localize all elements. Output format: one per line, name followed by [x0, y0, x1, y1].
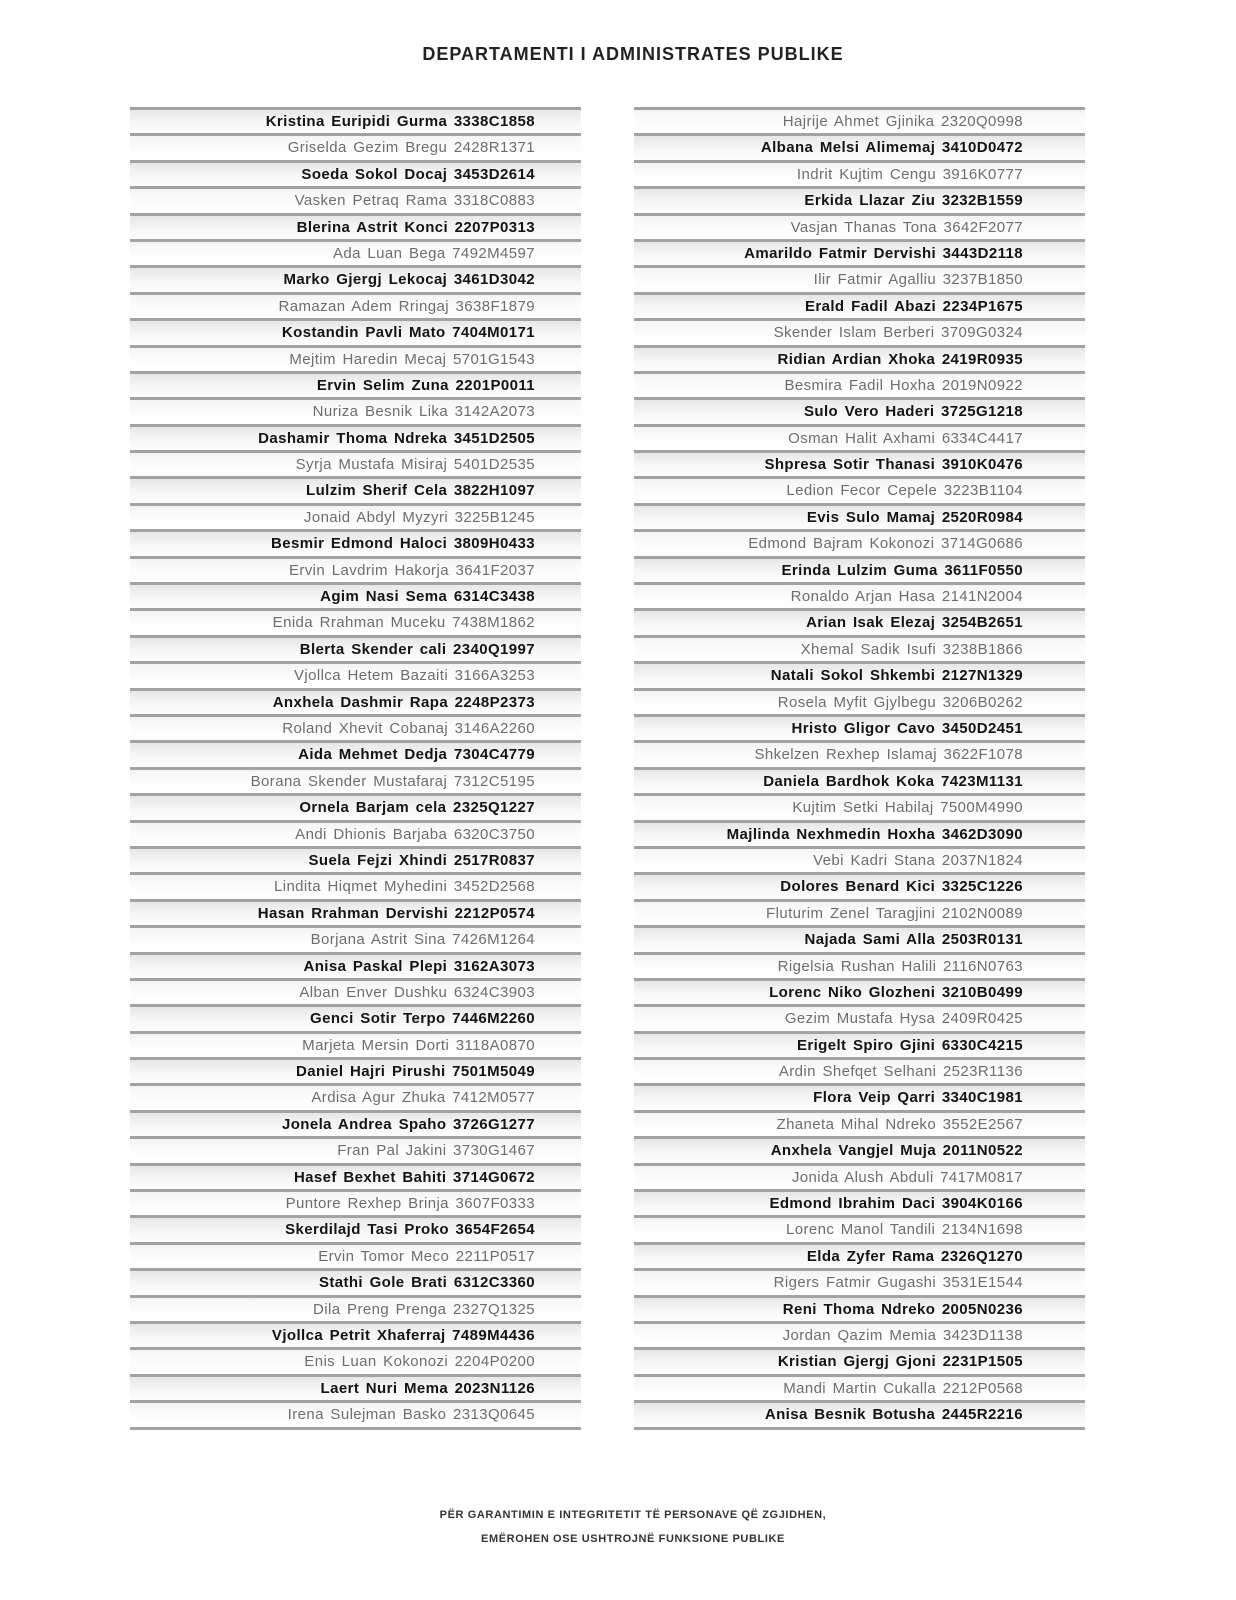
list-item: Alban Enver Dushku 6324C3903 — [130, 978, 581, 1004]
name-list-right-column — [634, 107, 1085, 1430]
list-item: Fran Pal Jakini 3730G1467 — [130, 1136, 581, 1162]
list-item: Besmira Fadil Hoxha 2019N0922 — [634, 371, 1085, 397]
list-item: Ronaldo Arjan Hasa 2141N2004 — [634, 582, 1085, 608]
list-item: Lorenc Manol Tandili 2134N1698 — [634, 1215, 1085, 1241]
page-title: DEPARTAMENTI I ADMINISTRATES PUBLIKE — [422, 44, 844, 64]
list-item: Blerina Astrit Konci 2207P0313 — [130, 213, 581, 239]
list-item: Anisa Besnik Botusha 2445R2216 — [634, 1400, 1085, 1429]
list-item: Aida Mehmet Dedja 7304C4779 — [130, 740, 581, 766]
list-item: Evis Sulo Mamaj 2520R0984 — [634, 503, 1085, 529]
list-item: Sulo Vero Haderi 3725G1218 — [634, 397, 1085, 423]
list-item: Anxhela Dashmir Rapa 2248P2373 — [130, 688, 581, 714]
list-item: Erigelt Spiro Gjini 6330C4215 — [634, 1031, 1085, 1057]
list-item: Ervin Selim Zuna 2201P0011 — [130, 371, 581, 397]
list-item: Kristina Euripidi Gurma 3338C1858 — [130, 107, 581, 133]
list-item: Hasan Rrahman Dervishi 2212P0574 — [130, 899, 581, 925]
list-item: Ramazan Adem Rringaj 3638F1879 — [130, 292, 581, 318]
list-item: Andi Dhionis Barjaba 6320C3750 — [130, 820, 581, 846]
list-item: Xhemal Sadik Isufi 3238B1866 — [634, 635, 1085, 661]
list-item: Jonaid Abdyl Myzyri 3225B1245 — [130, 503, 581, 529]
list-item: Dila Preng Prenga 2327Q1325 — [130, 1295, 581, 1321]
list-item: Mandi Martin Cukalla 2212P0568 — [634, 1374, 1085, 1400]
list-item: Dolores Benard Kici 3325C1226 — [634, 872, 1085, 898]
list-item: Ledion Fecor Cepele 3223B1104 — [634, 476, 1085, 502]
list-item: Ervin Tomor Meco 2211P0517 — [130, 1242, 581, 1268]
list-item: Enida Rrahman Muceku 7438M1862 — [130, 608, 581, 634]
list-item: Jonida Alush Abduli 7417M0817 — [634, 1163, 1085, 1189]
page-footer — [0, 1503, 1236, 1551]
list-item: Puntore Rexhep Brinja 3607F0333 — [130, 1189, 581, 1215]
list-item: Soeda Sokol Docaj 3453D2614 — [130, 160, 581, 186]
list-item: Griselda Gezim Bregu 2428R1371 — [130, 133, 581, 159]
list-item: Gezim Mustafa Hysa 2409R0425 — [634, 1004, 1085, 1030]
name-list-left-column — [130, 107, 581, 1430]
list-item: Rigelsia Rushan Halili 2116N0763 — [634, 952, 1085, 978]
list-item: Amarildo Fatmir Dervishi 3443D2118 — [634, 239, 1085, 265]
list-item: Erinda Lulzim Guma 3611F0550 — [634, 556, 1085, 582]
list-item: Blerta Skender cali 2340Q1997 — [130, 635, 581, 661]
list-item: Ridian Ardian Xhoka 2419R0935 — [634, 345, 1085, 371]
list-item: Anisa Paskal Plepi 3162A3073 — [130, 952, 581, 978]
list-item: Hristo Gligor Cavo 3450D2451 — [634, 714, 1085, 740]
list-item: Zhaneta Mihal Ndreko 3552E2567 — [634, 1110, 1085, 1136]
list-item: Arian Isak Elezaj 3254B2651 — [634, 608, 1085, 634]
list-item: Kujtim Setki Habilaj 7500M4990 — [634, 793, 1085, 819]
list-item: Daniel Hajri Pirushi 7501M5049 — [130, 1057, 581, 1083]
list-item: Nuriza Besnik Lika 3142A2073 — [130, 397, 581, 423]
list-item: Edmond Bajram Kokonozi 3714G0686 — [634, 529, 1085, 555]
list-item: Syrja Mustafa Misiraj 5401D2535 — [130, 450, 581, 476]
list-item: Marjeta Mersin Dorti 3118A0870 — [130, 1031, 581, 1057]
list-item: Vjollca Hetem Bazaiti 3166A3253 — [130, 661, 581, 687]
list-item: Shkelzen Rexhep Islamaj 3622F1078 — [634, 740, 1085, 766]
list-item: Vasken Petraq Rama 3318C0883 — [130, 186, 581, 212]
list-item: Erkida Llazar Ziu 3232B1559 — [634, 186, 1085, 212]
list-item: Shpresa Sotir Thanasi 3910K0476 — [634, 450, 1085, 476]
list-item: Edmond Ibrahim Daci 3904K0166 — [634, 1189, 1085, 1215]
list-item: Besmir Edmond Haloci 3809H0433 — [130, 529, 581, 555]
list-item: Genci Sotir Terpo 7446M2260 — [130, 1004, 581, 1030]
list-item: Borjana Astrit Sina 7426M1264 — [130, 925, 581, 951]
list-item: Vasjan Thanas Tona 3642F2077 — [634, 213, 1085, 239]
list-item: Flora Veip Qarri 3340C1981 — [634, 1083, 1085, 1109]
list-item: Dashamir Thoma Ndreka 3451D2505 — [130, 424, 581, 450]
list-item: Ornela Barjam cela 2325Q1227 — [130, 793, 581, 819]
list-item: Kristian Gjergj Gjoni 2231P1505 — [634, 1347, 1085, 1373]
list-item: Albana Melsi Alimemaj 3410D0472 — [634, 133, 1085, 159]
list-item: Fluturim Zenel Taragjini 2102N0089 — [634, 899, 1085, 925]
list-item: Skerdilajd Tasi Proko 3654F2654 — [130, 1215, 581, 1241]
list-item: Erald Fadil Abazi 2234P1675 — [634, 292, 1085, 318]
list-item: Mejtim Haredin Mecaj 5701G1543 — [130, 345, 581, 371]
list-item: Lindita Hiqmet Myhedini 3452D2568 — [130, 872, 581, 898]
list-item: Lulzim Sherif Cela 3822H1097 — [130, 476, 581, 502]
list-item: Elda Zyfer Rama 2326Q1270 — [634, 1242, 1085, 1268]
list-item: Laert Nuri Mema 2023N1126 — [130, 1374, 581, 1400]
list-item: Marko Gjergj Lekocaj 3461D3042 — [130, 265, 581, 291]
list-item: Borana Skender Mustafaraj 7312C5195 — [130, 767, 581, 793]
list-item: Rigers Fatmir Gugashi 3531E1544 — [634, 1268, 1085, 1294]
list-item: Skender Islam Berberi 3709G0324 — [634, 318, 1085, 344]
list-item: Daniela Bardhok Koka 7423M1131 — [634, 767, 1085, 793]
list-item: Suela Fejzi Xhindi 2517R0837 — [130, 846, 581, 872]
list-item: Jonela Andrea Spaho 3726G1277 — [130, 1110, 581, 1136]
footer-line-1: PËR GARANTIMIN E INTEGRITETIT TË PERSONAVE QË ZGJIDHEN, — [439, 1509, 827, 1521]
list-item: Vebi Kadri Stana 2037N1824 — [634, 846, 1085, 872]
list-item: Ilir Fatmir Agalliu 3237B1850 — [634, 265, 1085, 291]
list-item: Reni Thoma Ndreko 2005N0236 — [634, 1295, 1085, 1321]
list-item: Lorenc Niko Glozheni 3210B0499 — [634, 978, 1085, 1004]
list-item: Ervin Lavdrim Hakorja 3641F2037 — [130, 556, 581, 582]
name-list-columns — [130, 107, 1085, 1430]
list-item: Kostandin Pavli Mato 7404M0171 — [130, 318, 581, 344]
list-item: Majlinda Nexhmedin Hoxha 3462D3090 — [634, 820, 1085, 846]
list-item: Stathi Gole Brati 6312C3360 — [130, 1268, 581, 1294]
footer-line-2: EMËROHEN OSE USHTROJNË FUNKSIONE PUBLIKE — [481, 1533, 785, 1545]
list-item: Najada Sami Alla 2503R0131 — [634, 925, 1085, 951]
list-item: Vjollca Petrit Xhaferraj 7489M4436 — [130, 1321, 581, 1347]
list-item: Enis Luan Kokonozi 2204P0200 — [130, 1347, 581, 1373]
list-item: Irena Sulejman Basko 2313Q0645 — [130, 1400, 581, 1429]
list-item: Ardin Shefqet Selhani 2523R1136 — [634, 1057, 1085, 1083]
list-item: Indrit Kujtim Cengu 3916K0777 — [634, 160, 1085, 186]
list-item: Osman Halit Axhami 6334C4417 — [634, 424, 1085, 450]
list-item: Natali Sokol Shkembi 2127N1329 — [634, 661, 1085, 687]
list-item: Roland Xhevit Cobanaj 3146A2260 — [130, 714, 581, 740]
list-item: Anxhela Vangjel Muja 2011N0522 — [634, 1136, 1085, 1162]
list-item: Hajrije Ahmet Gjinika 2320Q0998 — [634, 107, 1085, 133]
list-item: Rosela Myfit Gjylbegu 3206B0262 — [634, 688, 1085, 714]
list-item: Jordan Qazim Memia 3423D1138 — [634, 1321, 1085, 1347]
list-item: Hasef Bexhet Bahiti 3714G0672 — [130, 1163, 581, 1189]
list-item: Ada Luan Bega 7492M4597 — [130, 239, 581, 265]
list-item: Ardisa Agur Zhuka 7412M0577 — [130, 1083, 581, 1109]
list-item: Agim Nasi Sema 6314C3438 — [130, 582, 581, 608]
